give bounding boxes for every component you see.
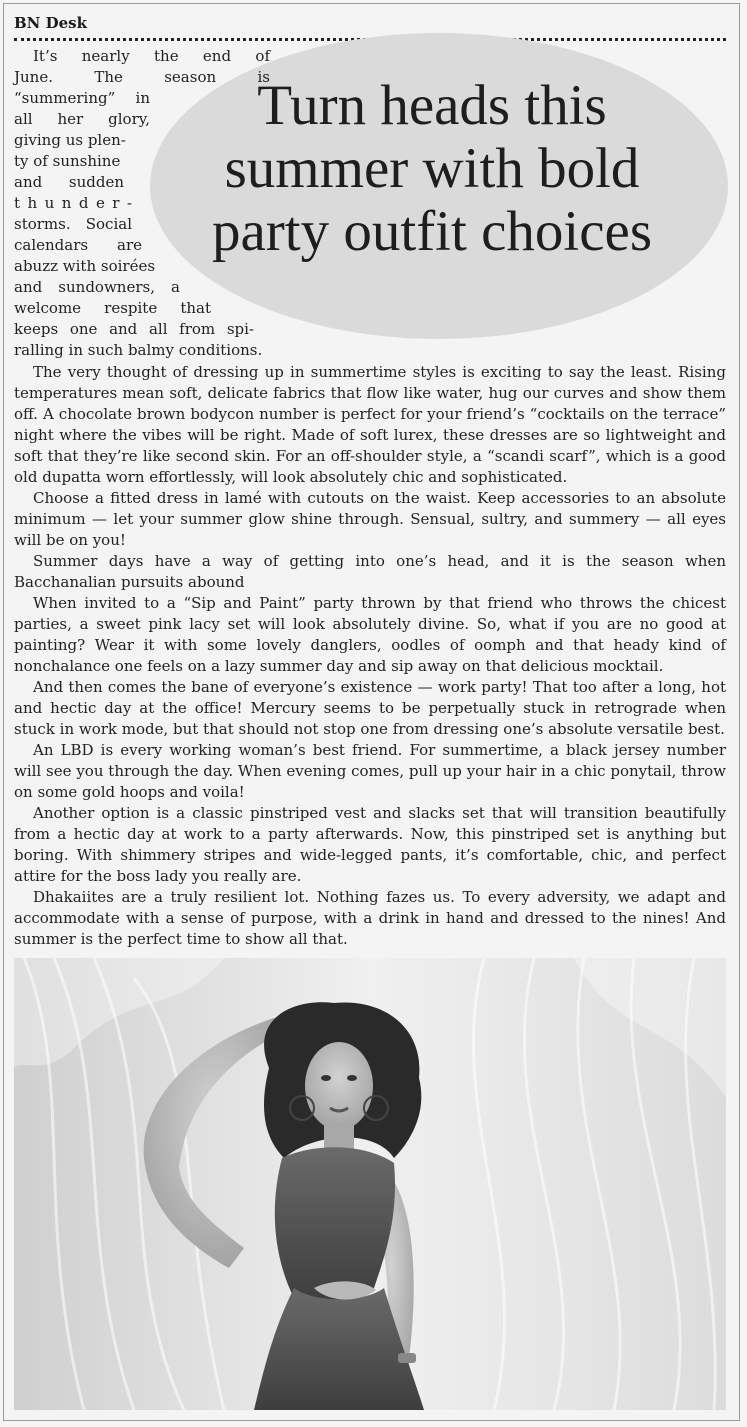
body-paragraph: Summer days have a way of getting into one’s head, and it is the season when Bacchanalian pursuits abound xyxy=(14,552,726,591)
intro-line: ty of sunshine xyxy=(14,152,121,170)
intro-line: welcome respite that xyxy=(14,299,211,317)
body-paragraph: When invited to a “Sip and Paint” party thrown by that friend who throws the chicest parties, a sweet pink lacy set will look absolutely divine. So, what if you are no good at painting? Wear it with some lovely danglers, oodles of oomph and that heady kind of nonchalance one feels on a lazy summer day and sip away on that delicious mocktail. xyxy=(14,594,726,675)
body-paragraph: The very thought of dressing up in summertime styles is exciting to say the least. Rising temperatures mean soft, delicate fabrics that flow like water, hug our curves and show them off. A chocolate brown bodycon number is perfect for your friend’s “cocktails on the terrace” night where the vibes will be right. Made of soft lurex, these dresses are so lightweight and soft that they’re like second skin. For an off-shoulder style, a “scandi scarf”, which is a good old dupatta worn effortlessly, will look absolutely chic and sophisticated. xyxy=(14,363,726,486)
intro-line: and sundowners, a xyxy=(14,278,180,296)
intro-line: t h u n d e r - xyxy=(14,194,132,212)
intro-line: abuzz with soirées xyxy=(14,257,156,275)
intro-line: ralling in such balmy conditions. xyxy=(14,341,263,359)
fashion-photo xyxy=(14,958,726,1410)
intro-paragraph xyxy=(14,46,270,361)
body-paragraph: An LBD is every working woman’s best friend. For summertime, a black jersey number will see you through the day. When evening comes, pull up your hair in a chic ponytail, throw on some gold hoops and voila! xyxy=(14,741,726,801)
intro-line: calendars are xyxy=(14,236,142,254)
intro-line: keeps one and all from spi- xyxy=(14,320,254,338)
intro-line: It’s nearly the end of xyxy=(33,47,270,65)
fashion-photo-illustration xyxy=(14,958,726,1410)
body-paragraph: And then comes the bane of everyone’s existence — work party! That too after a long, hot and hectic day at the office! Mercury seems to be perpetually stuck in retrograde when stuck in work mode, but that should not stop one from dressing one’s absolute versatile best. xyxy=(14,678,726,738)
intro-line: “summering” in xyxy=(14,89,150,107)
intro-line: June. The season is xyxy=(14,68,270,86)
intro-line: and sudden xyxy=(14,173,124,191)
body-paragraph: Another option is a classic pinstriped vest and slacks set that will transition beautifully from a hectic day at work to a party afterwards. Now, this pinstriped set is anything but boring. With shimmery stripes and wide-legged pants, it’s comfortable, chic, and perfect attire for the boss lady you really are. xyxy=(14,804,726,885)
intro-line: storms. Social xyxy=(14,215,132,233)
intro-line: giving us plen- xyxy=(14,131,126,149)
byline: BN Desk xyxy=(14,14,88,32)
intro-line: all her glory, xyxy=(14,110,150,128)
article-body xyxy=(14,362,726,950)
body-paragraph: Choose a fitted dress in lamé with cutouts on the waist. Keep accessories to an absolute minimum — let your summer glow shine through. Sensual, sultry, and summery — all eyes will be on you! xyxy=(14,489,726,549)
body-paragraph: Dhakaiites are a truly resilient lot. Nothing fazes us. To every adversity, we adapt and accommodate with a sense of purpose, with a drink in hand and dressed to the nines! And summer is the perfect time to show all that. xyxy=(14,888,726,948)
headline: Turn heads this summer with bold party outfit choices xyxy=(211,74,653,263)
